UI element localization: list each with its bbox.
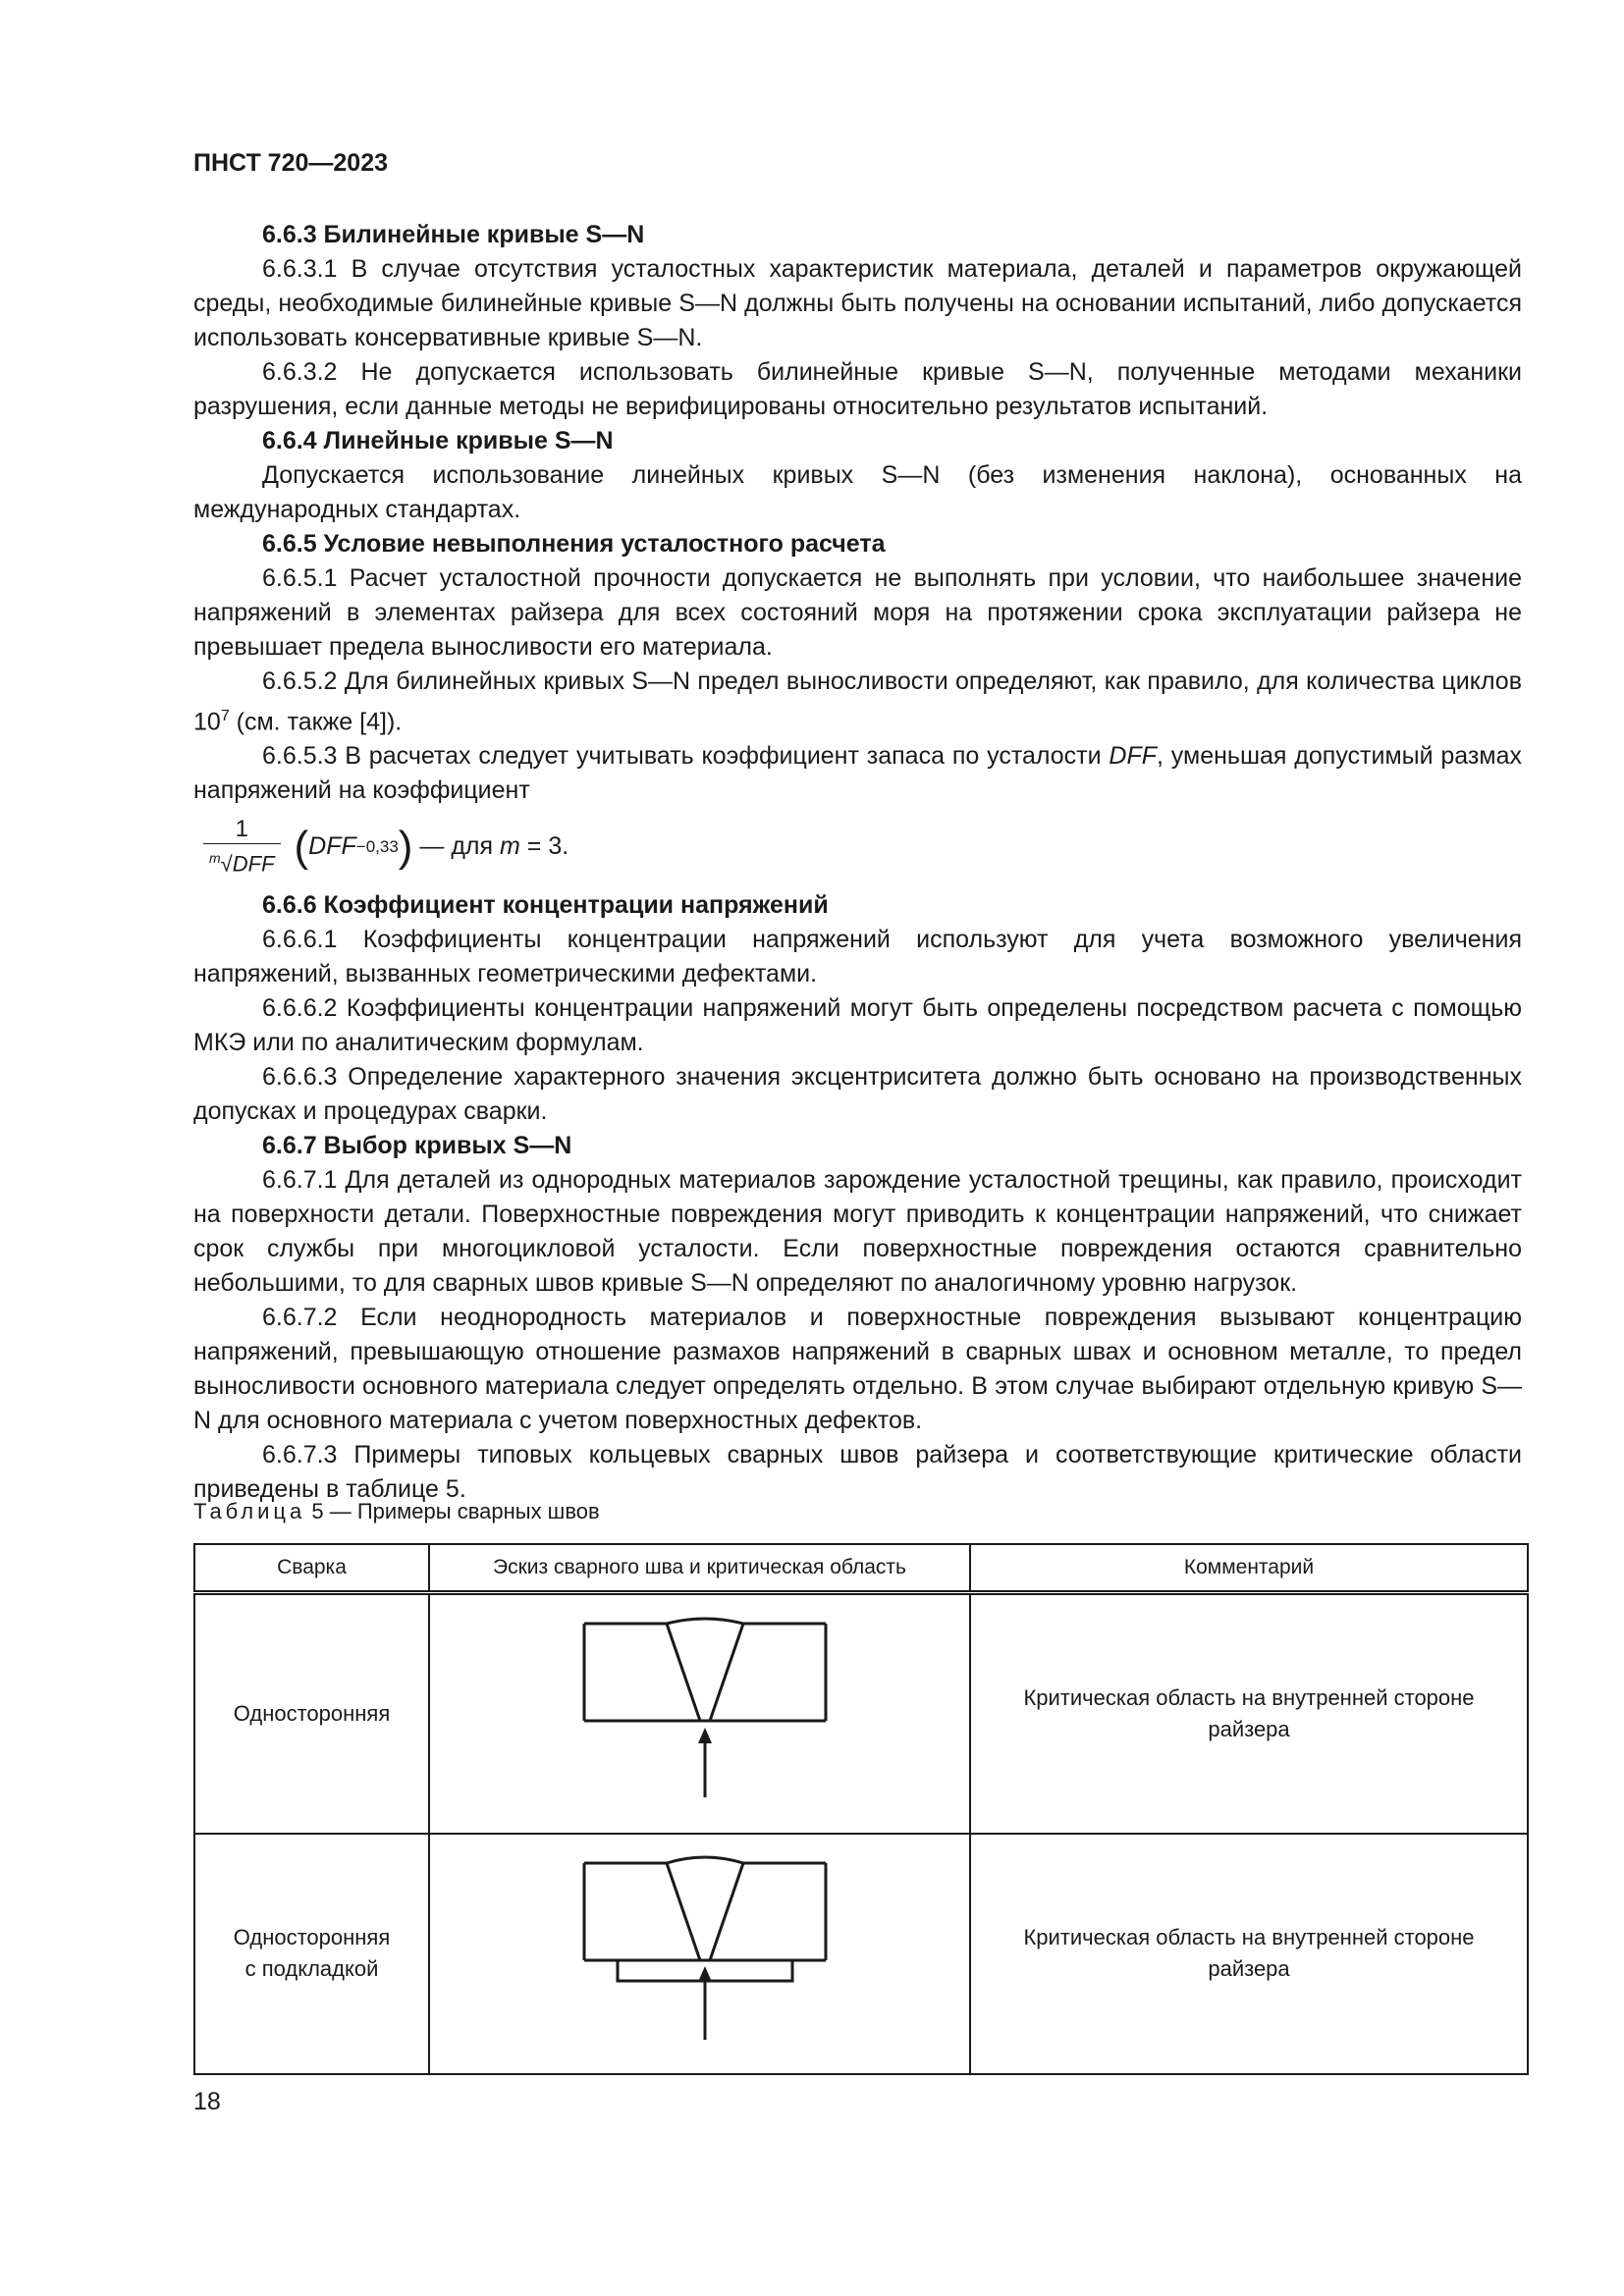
table-row [194,1834,1528,2074]
table-caption-label: Таблица [193,1499,306,1523]
paragraph-6-6-3-2: 6.6.3.2 Не допускается использовать билинейные кривые S—N, полученные методами механики разрушения, если данные методы не верифицированы относительно результатов испытаний. [193,358,1522,420]
paragraph-text: 6.6.5.2 Для билинейных кривых S—N предел выносливости определяют, как правило, для количества циклов 10 [193,667,1522,736]
section-heading-6-6-6: 6.6.6 Коэффициент концентрации напряжений [262,890,829,919]
header-weld: Сварка [194,1544,429,1593]
formula-m: m [500,832,520,861]
paragraph-6-6-5-1: 6.6.5.1 Расчет усталостной прочности допускается не выполнять при условии, что наибольшее значение напряжений в элементах райзера для всех состояний моря на протяжении срока эксплуатации райзера не превышает предела выносливости его материала. [193,564,1522,661]
paragraph-6-6-6-3: 6.6.6.3 Определение характерного значения эксцентриситета должно быть основано на производственных допусках и процедурах сварки. [193,1062,1522,1125]
comment-text: райзера [1208,1716,1290,1741]
sketch-cell [429,1834,970,2074]
root-sign-icon: √ [220,851,233,877]
formula-tail-end: = 3. [519,832,569,861]
weld-type-cell [194,1834,429,2074]
formula-tail: — для [412,832,501,861]
sketch-cell [429,1593,970,1834]
fraction-denominator [203,843,281,878]
root-radicand: DFF [232,851,275,877]
page-number: 18 [193,2088,221,2115]
formula [193,816,1522,878]
table-caption-title: 5 — Примеры сварных швов [305,1499,600,1523]
table-row [194,1593,1528,1834]
paragraph-6-6-5-3 [193,739,1522,808]
header-comment: Комментарий [970,1544,1528,1593]
paragraph-6-6-6-2: 6.6.6.2 Коэффициенты концентрации напряжений могут быть определены посредством расчета с помощью МКЭ или по аналитическим формулам. [193,993,1522,1056]
paragraph-text: 6.6.5.3 В расчетах следует учитывать коэффициент запаса по усталости [262,742,1110,771]
paragraph-6-6-6-1: 6.6.6.1 Коэффициенты концентрации напряжений используют для учета возможного увеличения напряжений, вызванных геометрическими дефектами. [193,925,1522,988]
header-sketch: Эскиз сварного шва и критическая область [429,1544,970,1593]
close-paren-icon: ) [398,822,413,871]
comment-cell [970,1593,1528,1834]
dff-symbol: DFF [1109,742,1158,771]
section-heading-6-6-7: 6.6.7 Выбор кривых S—N [262,1131,572,1159]
root-index: m [209,850,221,867]
formula-fraction [203,816,281,878]
paragraph-text: , уменьшая допустимый размах напряжений на коэффициент [193,742,1522,805]
weld-type-cell [194,1593,429,1834]
paragraph-6-6-4: Допускается использование линейных кривых S—N (без изменения наклона), основанных на международных стандартах. [193,461,1522,523]
document-body [193,218,1522,1507]
comment-cell [970,1834,1528,2074]
comment-text: райзера [1208,1956,1290,1981]
single-sided-weld-sketch-icon [430,1596,971,1832]
exponent: 7 [220,708,230,724]
section-heading-6-6-4: 6.6.4 Линейные кривые S—N [262,427,614,454]
open-paren-icon: ( [294,822,309,871]
fraction-numerator: 1 [235,816,248,843]
comment-text: Критическая область на внутренней стороне [1023,1684,1475,1710]
paragraph-6-6-7-3: 6.6.7.3 Примеры типовых кольцевых сварных швов райзера и соответствующие критические области приведены в таблице 5. [193,1440,1522,1503]
paragraph-6-6-5-2 [193,665,1522,739]
document-id: ПНСТ 720—2023 [193,149,388,177]
paragraph-text: (см. также [4]). [229,708,403,736]
section-heading-6-6-3: 6.6.3 Билинейные кривые S—N [262,221,645,248]
weld-type: Односторонняя [233,1700,391,1726]
paragraph-6-6-7-1: 6.6.7.1 Для деталей из однородных материалов зарождение усталостной трещины, как правило, происходит на поверхности детали. Поверхностные повреждения могут приводить к концентрации напряжений, что снижает срок службы при многоцикловой усталости. Если поверхностные повреждения остаются сравнительно небольшими, то для сварных швов кривые S—N определяют по аналогичному уровню нагрузок. [193,1165,1522,1297]
weld-type: Односторонняя [233,1925,391,1949]
table-header-row [194,1544,1528,1593]
weld-examples-table [193,1543,1529,2075]
paragraph-6-6-3-1: 6.6.3.1 В случае отсутствия усталостных характеристик материала, деталей и параметров окружающей среды, необходимые билинейные кривые S—N должны быть получены на основании испытаний, либо допускается использовать консервативные кривые S—N. [193,255,1522,351]
section-heading-6-6-5: 6.6.5 Условие невыполнения усталостного расчета [262,530,886,558]
formula-base: DFF [308,832,356,861]
paragraph-6-6-7-2: 6.6.7.2 Если неоднородность материалов и поверхностные повреждения вызывают концентрацию напряжений, превышающую отношение размахов напряжений в сварных швах и основном металле, то предел выносливости основного материала следует определять отдельно. В этом случае выбирают отдельную кривую S—N для основного материала с учетом поверхностных дефектов. [193,1303,1522,1434]
single-sided-weld-with-backing-sketch-icon [430,1836,971,2071]
table-caption [193,1499,600,1524]
comment-text: Критическая область на внутренней стороне [1023,1925,1475,1949]
weld-type: с подкладкой [244,1956,379,1981]
formula-exponent: −0,33 [355,837,399,857]
